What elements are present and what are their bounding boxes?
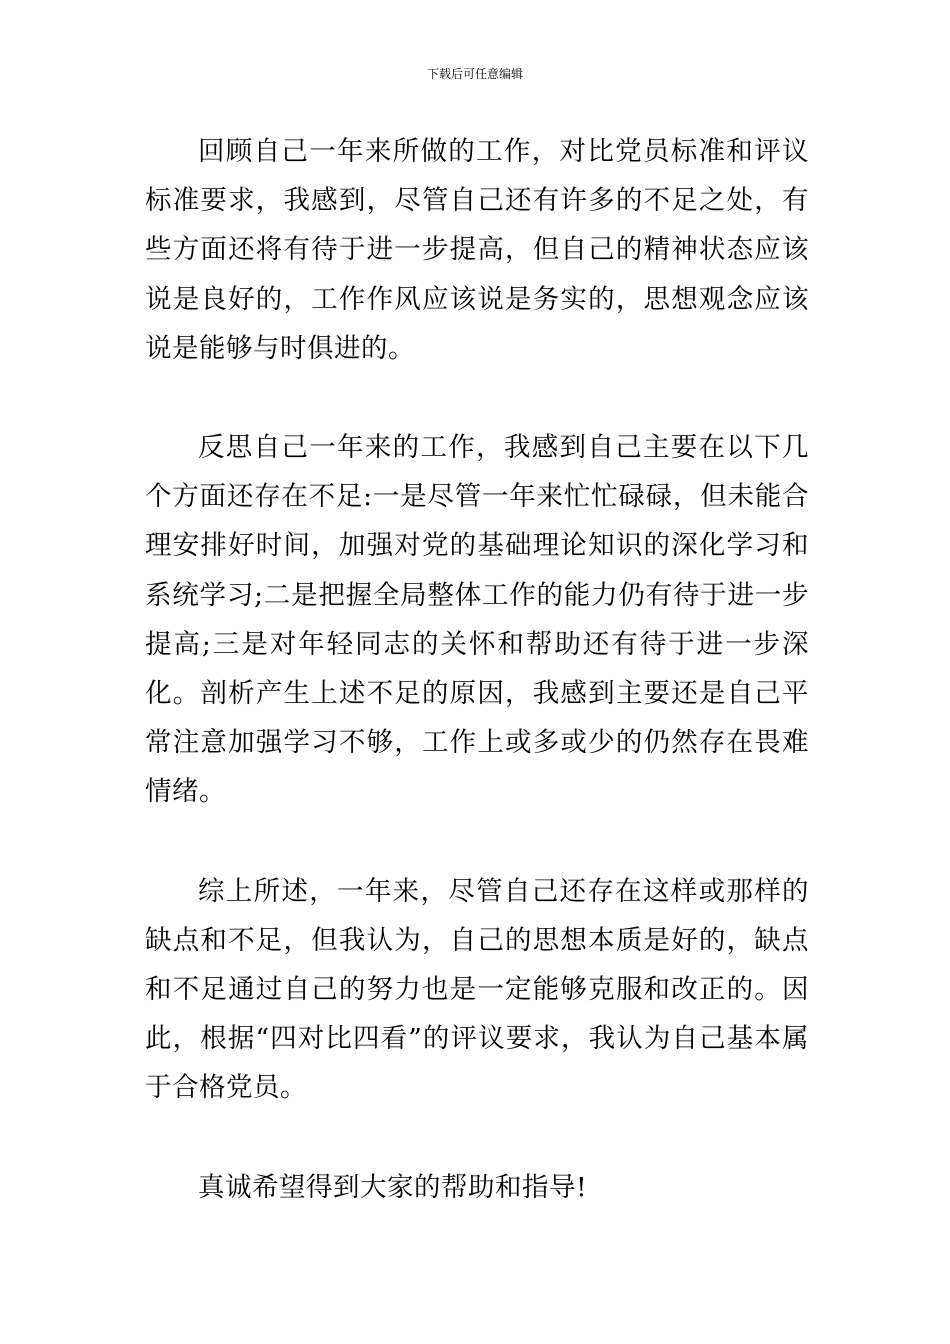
paragraph-reflection: 反思自己一年来的工作，我感到自己主要在以下几个方面还存在不足:一是尽管一年来忙忙碌碌，但未能合理安排好时间，加强对党的基础理论知识的深化学习和系统学习;二是把握全局整体工作的能力仍有待于进一步提高;三是对年轻同志的关怀和帮助还有待于进一步深化。剖析产生上述不足的原因，我感到主要还是自己平常注意加强学习不够，工作上或多或少的仍然存在畏难情绪。: [145, 432, 809, 808]
document-body: [145, 127, 809, 1262]
page-header: 下载后可任意编辑: [426, 67, 523, 81]
paragraph-review: 回顾自己一年来所做的工作，对比党员标准和评议标准要求，我感到，尽管自己还有许多的不足之处，有些方面还将有待于进一步提高，但自己的精神状态应该说是良好的，工作作风应该说是务实的，思想观念应该说是能够与时俱进的。: [145, 136, 809, 364]
paragraph-closing: 真诚希望得到大家的帮助和指导!: [198, 1171, 588, 1203]
paragraph-summary: 综上所述，一年来，尽管自己还存在这样或那样的缺点和不足，但我认为，自己的思想本质是好的，缺点和不足通过自己的努力也是一定能够克服和改正的。因此，根据“四对比四看”的评议要求，我认为自己基本属于合格党员。: [145, 875, 809, 1104]
